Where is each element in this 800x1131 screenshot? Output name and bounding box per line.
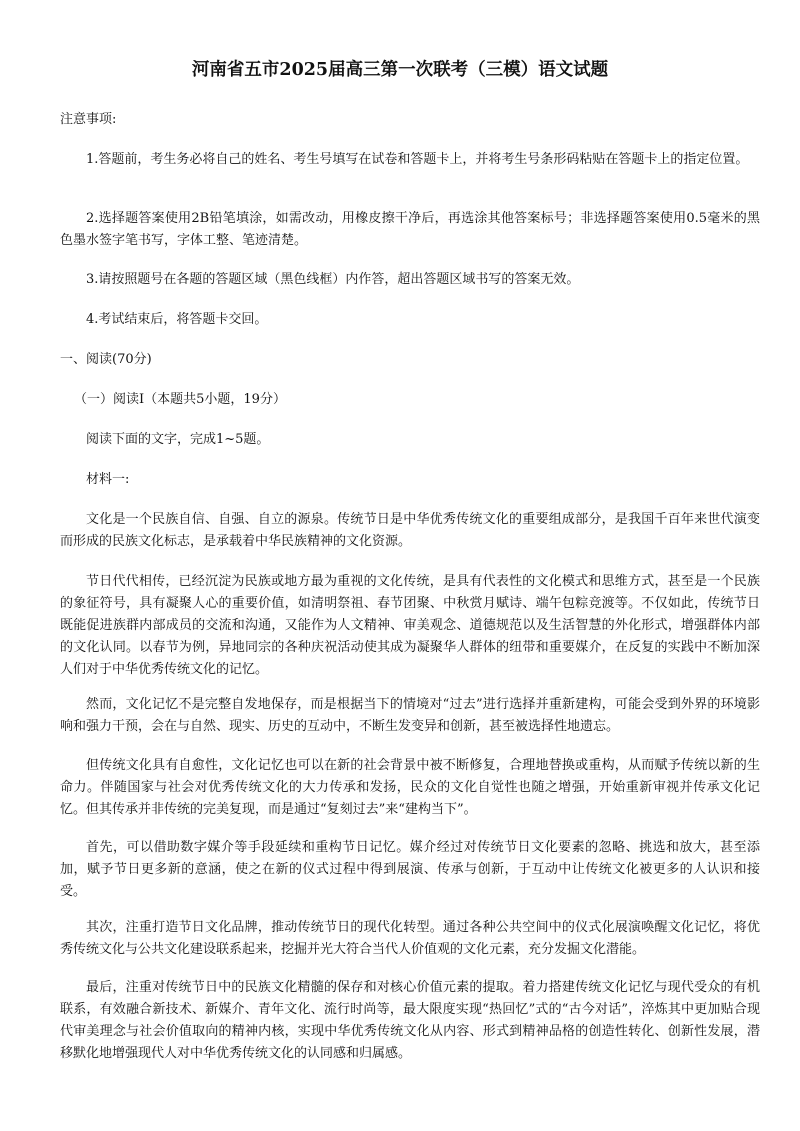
paragraph-6: 其次，注重打造节日文化品牌，推动传统节日的现代化转型。通过各种公共空间中的仪式化展演唤醒文化记忆，将优秀传统文化与公共文化建设联系起来，挖掘并光大符合当代人价值观的文化元素，充分发掘文化潜能。 [60,920,760,957]
page-title: 河南省五市2025届高三第一次联考（三模）语文试题 [191,60,609,80]
note-item-2: 2.选择题答案使用2B铅笔填涂，如需改动，用橡皮擦干净后，再选涂其他答案标号；非选择题答案使用0.5毫米的黑色墨水签字笔书写，字体工整、笔迹清楚。 [60,211,760,248]
paragraph-3: 然而，文化记忆不是完整自发地保存，而是根据当下的情境对“过去”进行选择并重新建构，可能会受到外界的环境影响和强力干预，会在与自然、现实、历史的互动中，不断生发变异和创新，甚至被选择性地遗忘。 [60,697,760,734]
section-heading: 一、阅读(70分) [60,352,152,367]
paragraph-7: 最后，注重对传统节日中的民族文化精髓的保存和对核心价值元素的提取。着力搭建传统文化记忆与现代受众的有机联系，有效融合新技术、新媒介、青年文化、流行时尚等，最大限度实现“热回忆”式的“古今对话”，淬炼其中更加贴合现代审美理念与社会价值取向的精神内核，实现中华优秀传统文化从内容、形式到精神品格的创造性转化、创新性发展，潜移默化地增强现代人对中华优秀传统文化的认同感和归属感。 [60,980,760,1061]
material-label: 材料一: [86,472,130,487]
note-item-1: 1.答题前，考生务必将自己的姓名、考生号填写在试卷和答题卡上，并将考生号条形码粘贴在答题卡上的指定位置。 [86,152,749,167]
paragraph-4: 但传统文化具有自愈性，文化记忆也可以在新的社会背景中被不断修复，合理地替换或重构，从而赋予传统以新的生命力。伴随国家与社会对优秀传统文化的大力传承和发扬，民众的文化自觉性也随之增强，开始重新审视并传承文化记忆。但其传承并非传统的完美复现，而是通过“复刻过去”来“建构当下”。 [60,758,760,817]
paragraph-1: 文化是一个民族自信、自强、自立的源泉。传统节日是中华优秀传统文化的重要组成部分，是我国千百年来世代演变而形成的民族文化标志，是承载着中华民族精神的文化资源。 [60,512,760,549]
notes-heading: 注意事项: [60,112,117,127]
paragraph-5: 首先，可以借助数字媒介等手段延续和重构节日记忆。媒介经过对传统节日文化要素的忽略、挑选和放大，甚至添加，赋予节日更多新的意涵，使之在新的仪式过程中得到展演、传承与创新，于互动中让传统文化被更多的人认识和接受。 [60,840,760,899]
note-item-3: 3.请按照题号在各题的答题区域（黑色线框）内作答，超出答题区域书写的答案无效。 [86,272,580,287]
section-instruction: 阅读下面的文字，完成1~5题。 [86,432,270,447]
paragraph-2: 节日代代相传，已经沉淀为民族或地方最为重视的文化传统，是具有代表性的文化模式和思维方式，甚至是一个民族的象征符号，具有凝聚人心的重要价值，如清明祭祖、春节团聚、中秋赏月赋诗、端午包粽竞渡等。不仅如此，传统节日既能促进族群内部成员的交流和沟通，又能作为人文精神、审美观念、道德规范以及生活智慧的外化形式，增强群体内部的文化认同。以春节为例，异地同宗的各种庆祝活动使其成为凝聚华人群体的纽带和重要媒介，在反复的实践中不断加深人们对于中华优秀传统文化的记忆。 [60,574,760,677]
section-subheading: （一）阅读Ⅰ（本题共5小题，19分） [74,392,286,407]
note-item-4: 4.考试结束后，将答题卡交回。 [86,312,268,327]
